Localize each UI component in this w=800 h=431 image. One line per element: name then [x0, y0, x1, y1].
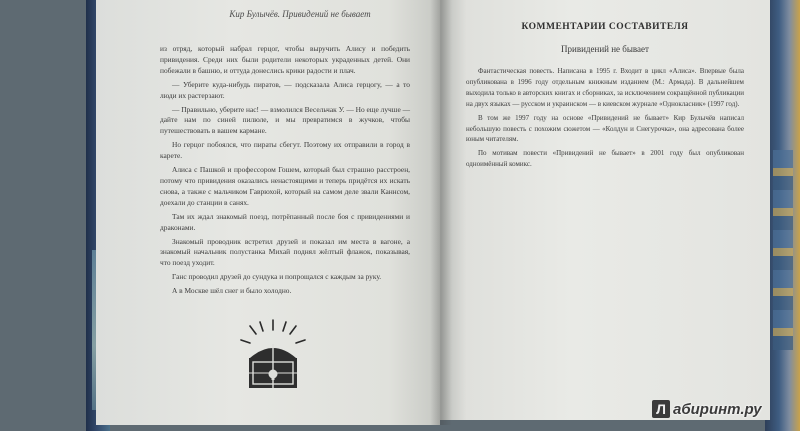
section-title: КОММЕНТАРИИ СОСТАВИТЕЛЯ	[521, 22, 689, 32]
left-page-text	[160, 44, 410, 300]
cover-illustration-strip	[773, 150, 793, 350]
section-subtitle: Привидений не бывает	[561, 44, 649, 54]
paragraph: Фантастическая повесть. Написана в 1995 г. Входит в цикл «Алиса». Впервые была опубликована в 1996 году отдельным книжным изданием (М.: Армада). В дальнейшем выходила только в авторских книгах и сборниках, за исключением сокращённой публикации на двух языках — русском и украинском — в киевском журнале «Однокласник» (1997 год).	[466, 67, 744, 108]
paragraph: А в Москве шёл снег и было холодно.	[172, 286, 292, 296]
paragraph: из отряд, который набрал герцог, чтобы выручить Алису и победить привидения. Среди них были родители некоторых украденных детей. Они побежали в башню, и оттуда донеслись крики радости и плач.	[160, 44, 410, 75]
paragraph: Знакомый проводник встретил друзей и показал им места в вагоне, а знакомый начальник полустанка Михай поднял жёлтый флажок, показывая, что поезд уходит.	[160, 236, 410, 268]
watermark-badge: Л	[652, 400, 670, 418]
watermark-text: абиринт.ру	[673, 400, 762, 418]
right-page	[440, 0, 770, 420]
treasure-chest-icon	[238, 318, 308, 394]
labirint-watermark	[652, 398, 792, 420]
paragraph: Ганс проводил друзей до сундука и попрощался с каждым за руку.	[172, 272, 382, 282]
paragraph: Алиса с Пашкой и профессором Гошем, который был страшно расстроен, потому что привидения оказались ненастоящими и теперь придётся их искать снова, а также с мальчиком Гаврюхой, который на самом деле звали Каннсом, доехали до станции в санях.	[160, 165, 410, 207]
right-page-text	[466, 66, 744, 173]
running-head: Кир Булычёв. Привидений не бывает	[229, 9, 371, 19]
paragraph: — Уберите куда-нибудь пиратов, — подсказала Алиса герцогу, — а то люди их растерзают.	[160, 79, 410, 100]
paragraph: Там их ждал знакомый поезд, потрёпанный после боя с привидениями и драконами.	[160, 211, 410, 232]
book-gutter	[430, 0, 452, 425]
paragraph: В том же 1997 году на основе «Привидений не бывает» Кир Булычёв написал небольшую повесть с похожим сюжетом — «Колдун и Снегурочка», она адресована более юным читателям.	[466, 113, 744, 144]
paragraph: По мотивам повести «Привидений не бывает» в 2001 году был опубликован одноимённый комикс.	[466, 149, 744, 169]
paragraph: — Правильно, уберите нас! — взмолился Весельчак У. — Но еще лучше — дайте нам по синей пилюле, и мы превратимся в жучков, чтобы путешествовать в вашем кармане.	[160, 104, 410, 136]
book-cover-right-edge	[765, 0, 800, 431]
paragraph: Но герцог побоялся, что пираты сбегут. Поэтому их отправили в город в карете.	[160, 140, 410, 161]
